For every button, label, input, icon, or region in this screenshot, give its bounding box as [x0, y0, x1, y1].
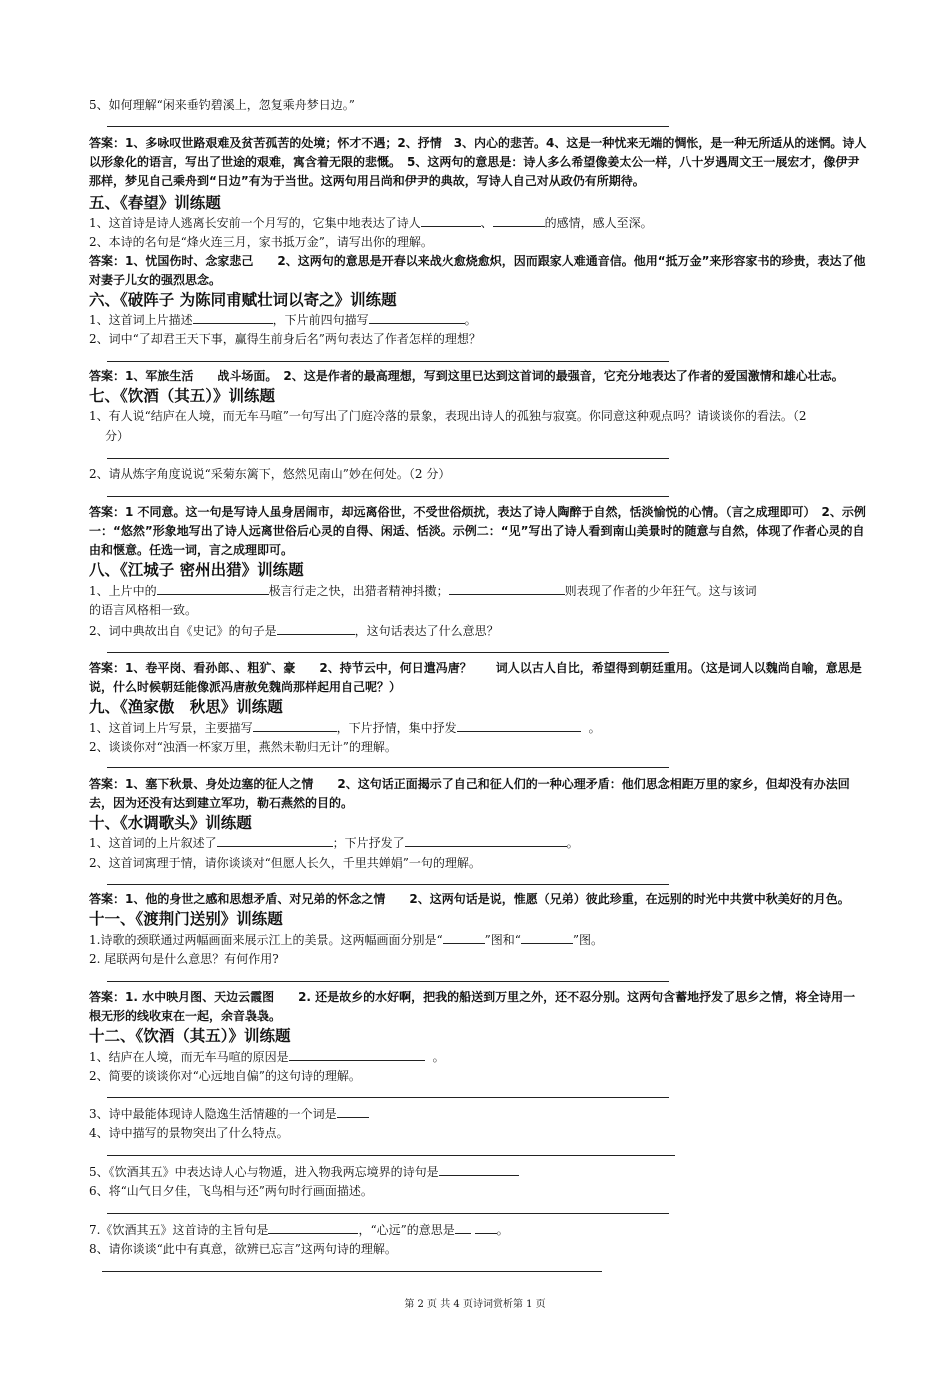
- blank[interactable]: [493, 214, 545, 227]
- answer-line: [107, 652, 669, 653]
- s12-question-8: 8、请你谈谈“此中有真意，欲辨已忘言”这两句诗的理解。: [89, 1242, 397, 1256]
- blank[interactable]: [449, 582, 565, 595]
- s12-question-4: 4、诗中描写的景物突出了什么特点。: [89, 1126, 289, 1140]
- answer-line: [107, 981, 669, 982]
- s12-question-3: 3、诗中最能体现诗人隐逸生活情趣的一个词是: [89, 1105, 369, 1122]
- s7-answer: 答案：1 不同意。这一句是写诗人虽身居闹市，却远离俗世，不受世俗烦扰，表达了诗人陶醉于自然，恬淡愉悦的心情。（言之成理即可） 2、示例一：“悠然”形象地写出了诗人远离世俗后心灵的自得、闲适、恬淡。示例二：“见”写出了诗人看到南山美景时的随意与自然，体现了作者心灵的自由和惬意。任选一词，言之成理即可。: [89, 505, 866, 557]
- section-title-5: 五、《春望》训练题: [89, 194, 221, 212]
- section-title-9: 九、《渔家傲 秋思》训练题: [89, 698, 283, 716]
- question-5: 5、如何理解“闲来垂钓碧溪上，忽复乘舟梦日边。”: [89, 98, 355, 112]
- s10-question-2: 2、这首词寓理于情，请你谈谈对“但愿人长久，千里共婵娟”一句的理解。: [89, 856, 481, 870]
- answer-block-4: 答案：1、多咏叹世路艰难及贫苦孤苦的处境；怀才不遇；2、抒情 3、内心的悲苦。4、这是一种忧来无端的惆怅，是一种无所适从的迷惘。诗人以形象化的语言，写出了世途的艰难，寓含着无限的悲慨。 5、这两句的意思是：诗人多么希望像姜太公一样，八十岁遇周文王一展宏才，像伊尹那样，梦见自己乘舟到“日边”有为于当世。这两句用吕尚和伊尹的典故，写诗人自己对从政仍有所期待。: [89, 136, 867, 188]
- blank[interactable]: [277, 622, 355, 635]
- blank[interactable]: [475, 1221, 497, 1234]
- answer-line: [107, 767, 669, 768]
- s7-question-2: 2、请从炼字角度说说“采菊东篱下，悠然见南山”妙在何处。（2 分）: [89, 467, 451, 481]
- s12-question-5: 5、《饮酒其五》中表达诗人心与物遁，进入物我两忘境界的诗句是: [89, 1163, 519, 1180]
- blank[interactable]: [337, 1105, 369, 1118]
- s5-question-2: 2、本诗的名句是“烽火连三月，家书抵万金”，请写出你的理解。: [89, 235, 433, 249]
- blank[interactable]: [253, 719, 337, 732]
- s9-question-1: 1、这首词上片写景，主要描写 ，下片抒情，集中抒发 。: [89, 721, 601, 735]
- answer-line: [107, 1155, 675, 1156]
- blank[interactable]: [268, 1221, 358, 1234]
- s9-answer: 答案：1、塞下秋景、身处边塞的征人之情 2、这句话正面揭示了自己和征人们的一种心理矛盾：他们思念相距万里的家乡，但却没有办法回去，因为还没有达到建立军功，勒石燕然的目的。: [89, 777, 850, 810]
- section-title-8: 八、《江城子 密州出猎》训练题: [89, 561, 304, 579]
- section-title-7: 七、《饮酒（其五）》训练题: [89, 387, 276, 405]
- blank[interactable]: [289, 1048, 425, 1061]
- section-title-11: 十一、《渡荆门送别》训练题: [89, 910, 283, 928]
- s6-answer: 答案：1、军旅生活 战斗场面。 2、这是作者的最高理想，写到这里已达到这首词的最强音，它充分地表达了作者的爱国激情和雄心壮志。: [89, 369, 844, 383]
- s8-question-1-cont: 的语言风格相一致。: [89, 603, 198, 617]
- s10-question-1: 1、这首词的上片叙述了 ；下片抒发了 。: [89, 836, 579, 850]
- blank[interactable]: [217, 834, 333, 847]
- s8-answer: 答案：1、卷平岗、看孙郎、、粗犷、豪 2、持节云中，何日遣冯唐？ 词人以古人自比，希望得到朝廷重用。（这是词人以魏尚自喻，意思是说，什么时候朝廷能像派冯唐赦免魏尚那样起用自己呢？）: [89, 661, 862, 694]
- section-title-10: 十、《水调歌头》训练题: [89, 814, 252, 832]
- answer-line: [107, 496, 669, 497]
- answer-line: [107, 126, 669, 127]
- s10-answer: 答案：1、他的身世之感和思想矛盾、对兄弟的怀念之情 2、这两句话是说，惟愿（兄弟）彼此珍重，在远别的时光中共赏中秋美好的月色。: [89, 892, 850, 906]
- answer-line: [107, 884, 669, 885]
- blank[interactable]: [521, 931, 573, 944]
- answer-line: [107, 361, 669, 362]
- s6-question-2: 2、词中“了却君王天下事，赢得生前身后名”两句表达了作者怎样的理想？: [89, 332, 481, 346]
- blank[interactable]: [157, 582, 269, 595]
- blank[interactable]: [421, 214, 481, 227]
- s8-question-1: 1、上片中的 极言行走之快，出猎者精神抖擞； 则表现了作者的少年狂气。这与该词: [89, 584, 757, 598]
- page-footer: 第 2 页 共 4 页诗词赏析第 1 页: [404, 1299, 546, 1310]
- s7-question-1-cont: 分）: [105, 429, 130, 443]
- answer-line: [107, 1097, 669, 1098]
- s12-question-1: 1、结庐在人境，而无车马喧的原因是 。: [89, 1050, 445, 1064]
- s12-question-7: 7.《饮酒其五》这首诗的主旨句是 ，“心远”的意思是 。: [89, 1223, 509, 1237]
- s8-question-2: 2、词中典故出自《史记》的句子是 ，这句话表达了什么意思？: [89, 624, 499, 638]
- s7-question-1: 1、有人说“结庐在人境，而无车马喧”一句写出了门庭冷落的景象，表现出诗人的孤独与寂寞。你同意这种观点吗？请谈谈你的看法。（2: [89, 409, 807, 423]
- blank[interactable]: [443, 931, 485, 944]
- blank[interactable]: [193, 311, 273, 324]
- s9-question-2: 2、谈谈你对“浊酒一杯家万里，燕然未勒归无计”的理解。: [89, 740, 397, 754]
- s11-question-2: 2. 尾联两句是什么意思？有何作用?: [89, 952, 279, 966]
- s6-question-1: 1、这首词上片描述 ，下片前四句描写 。: [89, 313, 477, 327]
- blank[interactable]: [369, 311, 465, 324]
- answer-line: [107, 1213, 669, 1214]
- s12-question-6: 6、将“山气日夕佳，飞鸟相与还”两句时行画面描述。: [89, 1184, 373, 1198]
- blank[interactable]: [457, 719, 581, 732]
- s12-question-2: 2、简要的谈谈你对“心远地自偏”的这句诗的理解。: [89, 1069, 361, 1083]
- s5-question-1: 1、这首诗是诗人逃离长安前一个月写的，它集中地表达了诗人 、 的感情，感人至深。: [89, 216, 653, 230]
- blank[interactable]: [455, 1221, 471, 1234]
- section-title-6: 六、《破阵子 为陈同甫赋壮词以寄之》训练题: [89, 291, 397, 309]
- section-title-12: 十二、《饮酒（其五）》训练题: [89, 1027, 291, 1045]
- s5-answer: 答案：1、忧国伤时、念家悲己 2、这两句的意思是开春以来战火愈烧愈炽，因而跟家人难通音信。他用“抵万金”来形容家书的珍贵，表达了他对妻子儿女的强烈思念。: [89, 254, 866, 287]
- blank[interactable]: [439, 1163, 519, 1176]
- answer-line: [107, 458, 669, 459]
- answer-line: [102, 1271, 602, 1272]
- s11-question-1: 1.诗歌的颈联通过两幅画面来展示江上的美景。这两幅画面分别是“ ”图和“ ”图。: [89, 933, 604, 947]
- blank[interactable]: [405, 834, 567, 847]
- s11-answer: 答案：1. 水中映月图、天边云霞图 2. 还是故乡的水好啊，把我的船送到万里之外，还不忍分别。这两句含蓄地抒发了思乡之情，将全诗用一根无形的线收束在一起，余音袅袅。: [89, 990, 856, 1023]
